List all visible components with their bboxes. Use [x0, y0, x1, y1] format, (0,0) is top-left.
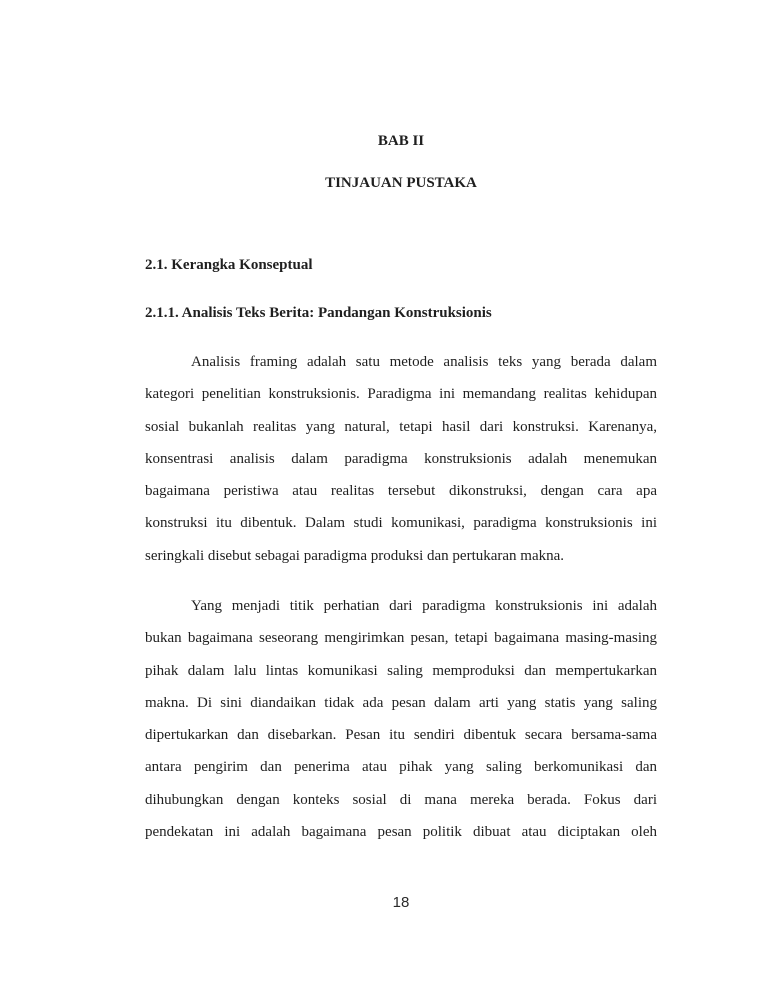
paragraph-2 — [145, 590, 657, 848]
paragraph-line: pihak dalam lalu lintas komunikasi saling memproduksi dan mempertukarkan — [145, 662, 657, 679]
paragraph-1 — [145, 346, 657, 572]
paragraph-line: kategori penelitian konstruksionis. Paradigma ini memandang realitas kehidupan — [145, 386, 657, 403]
paragraph-line: dipertukarkan dan disebarkan. Pesan itu sendiri dibentuk secara bersama-sama — [145, 727, 657, 744]
paragraph-line: konstruksi itu dibentuk. Dalam studi komunikasi, paradigma konstruksionis ini — [145, 515, 657, 532]
paragraph-line: dihubungkan dengan konteks sosial di mana mereka berada. Fokus dari — [145, 791, 657, 808]
chapter-heading: BAB II — [377, 133, 425, 149]
paragraph-line: konsentrasi analisis dalam paradigma konstruksionis adalah menemukan — [145, 450, 657, 467]
chapter-title: TINJAUAN PUSTAKA — [325, 175, 477, 191]
paragraph-line: bukan bagaimana seseorang mengirimkan pesan, tetapi bagaimana masing-masing — [145, 630, 657, 647]
paragraph-line: Yang menjadi titik perhatian dari paradigma konstruksionis ini adalah — [191, 598, 657, 614]
paragraph-line: Analisis framing adalah satu metode analisis teks yang berada dalam — [191, 354, 657, 370]
paragraph-line: seringkali disebut sebagai paradigma produksi dan pertukaran makna. — [145, 547, 565, 564]
paragraph-line: sosial bukanlah realitas yang natural, tetapi hasil dari konstruksi. Karenanya, — [145, 418, 657, 435]
paragraph-line: makna. Di sini diandaikan tidak ada pesan dalam arti yang statis yang saling — [145, 694, 657, 711]
paragraph-line: bagaimana peristiwa atau realitas tersebut dikonstruksi, dengan cara apa — [145, 483, 657, 500]
paragraph-line: antara pengirim dan penerima atau pihak yang saling berkomunikasi dan — [145, 759, 657, 776]
subsection-heading: 2.1.1. Analisis Teks Berita: Pandangan Konstruksionis — [145, 305, 492, 321]
section-heading: 2.1. Kerangka Konseptual — [145, 257, 313, 273]
paragraph-line: pendekatan ini adalah bagaimana pesan politik dibuat atau diciptakan oleh — [145, 824, 657, 841]
page-number: 18 — [392, 894, 410, 911]
